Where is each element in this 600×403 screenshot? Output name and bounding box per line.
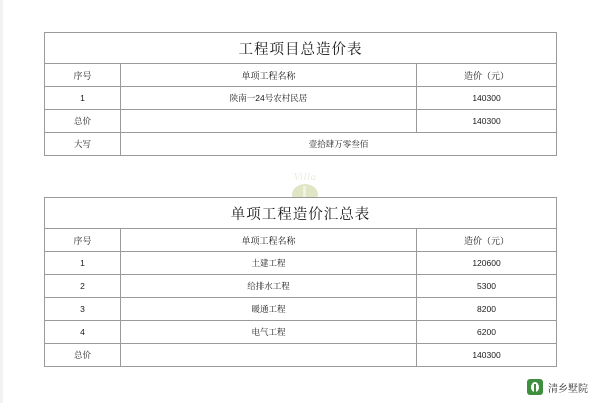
summary-table-title: 单项工程造价汇总表 — [45, 198, 557, 229]
itemized-cost-summary-table — [44, 197, 557, 367]
table-row — [45, 252, 557, 275]
cell-cost: 140300 — [417, 110, 557, 133]
cell-index: 3 — [45, 298, 121, 321]
cell-project-name: 给排水工程 — [121, 275, 417, 298]
column-header-index: 序号 — [45, 229, 121, 252]
page-left-edge — [0, 0, 3, 403]
table-row — [45, 275, 557, 298]
column-header-project-name: 单项工程名称 — [121, 229, 417, 252]
cell-project-name: 陕南一24号农村民居 — [121, 87, 417, 110]
cell-cost: 5300 — [417, 275, 557, 298]
watermark-script-text: Villa — [293, 171, 317, 183]
cell-cost: 120600 — [417, 252, 557, 275]
cell-cost: 140300 — [417, 344, 557, 367]
cell-project-name: 暖通工程 — [121, 298, 417, 321]
column-header-cost: 造价（元） — [417, 64, 557, 87]
table-row — [45, 298, 557, 321]
account-name: 清乡墅院 — [548, 383, 588, 395]
cell-cost: 8200 — [417, 298, 557, 321]
cell-index: 1 — [45, 252, 121, 275]
column-header-cost: 造价（元） — [417, 229, 557, 252]
column-header-project-name: 单项工程名称 — [121, 64, 417, 87]
cell-index: 4 — [45, 321, 121, 344]
cell-uppercase-label: 大写 — [45, 133, 121, 156]
leaf-logo-icon — [527, 379, 543, 395]
cell-cost: 140300 — [417, 87, 557, 110]
total-cost-table — [44, 32, 557, 156]
cell-index: 2 — [45, 275, 121, 298]
column-header-index: 序号 — [45, 64, 121, 87]
cell-uppercase-value: 壹拾肆万零叁佰 — [121, 133, 557, 156]
cell-project-name — [121, 344, 417, 367]
table-row — [45, 321, 557, 344]
cell-index: 1 — [45, 87, 121, 110]
account-footer[interactable] — [527, 379, 588, 395]
cell-index: 总价 — [45, 110, 121, 133]
table-row-total — [45, 344, 557, 367]
cell-cost: 6200 — [417, 321, 557, 344]
total-cost-table-title: 工程项目总造价表 — [45, 33, 557, 64]
table-row-uppercase — [45, 133, 557, 156]
cell-index: 总价 — [45, 344, 121, 367]
table-row-total — [45, 110, 557, 133]
table-row — [45, 87, 557, 110]
cell-project-name: 土建工程 — [121, 252, 417, 275]
cell-project-name: 电气工程 — [121, 321, 417, 344]
cell-project-name — [121, 110, 417, 133]
